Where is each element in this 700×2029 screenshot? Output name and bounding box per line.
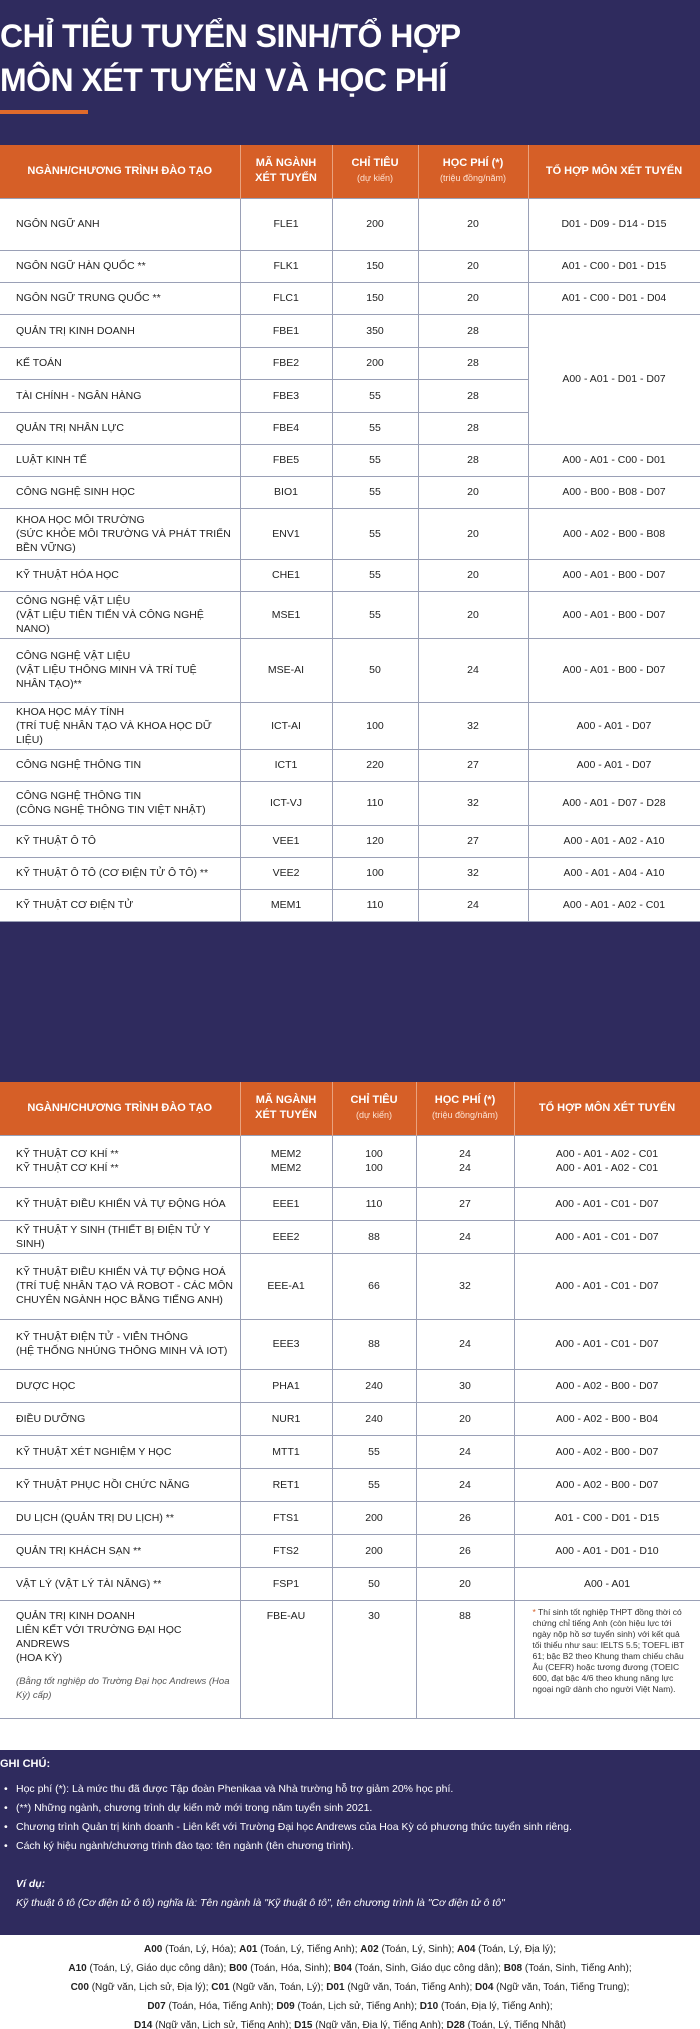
program-name: VẬT LÝ (VẬT LÝ TÀI NĂNG) ** [0, 1567, 240, 1600]
table-row [0, 250, 700, 282]
legend-item: A00 (Toán, Lý, Hóa); [144, 1944, 237, 1955]
program-fee: 20 [418, 198, 528, 250]
program-quota: 110 [332, 1187, 416, 1220]
legend-item: A01 (Toán, Lý, Tiếng Anh); [239, 1944, 358, 1955]
program-code: MSE-AI [240, 638, 332, 702]
program-combo: A00 - A01 - C01 - D07 [514, 1253, 700, 1319]
table-row [0, 1369, 700, 1402]
program-fee: 28 [418, 379, 528, 412]
note-item: • Chương trình Quản trị kinh doanh - Liên kết với Trường Đại học Andrews của Hoa Kỳ có phương thức tuyển sinh riêng. [16, 1818, 686, 1837]
notes-heading: GHI CHÚ: [0, 1758, 51, 1770]
header-quota: CHỈ TIÊU (dự kiến) [332, 1082, 416, 1135]
program-fee: 20 [416, 1567, 514, 1600]
program-quota: 100 100 [332, 1135, 416, 1187]
combo-legend [0, 1935, 700, 2029]
program-code: EEE2 [240, 1220, 332, 1253]
program-name: DU LỊCH (QUẢN TRỊ DU LỊCH) ** [0, 1501, 240, 1534]
program-fee: 32 [416, 1253, 514, 1319]
program-quota: 120 [332, 825, 418, 857]
program-name: QUẢN TRỊ NHÂN LỰC [0, 412, 240, 444]
program-quota: 200 [332, 198, 418, 250]
program-quota: 240 [332, 1369, 416, 1402]
program-fee: 20 [418, 476, 528, 508]
legend-item: D14 (Ngữ văn, Lịch sử, Tiếng Anh); [133, 2020, 292, 2029]
legend-item: A02 (Toán, Lý, Sinh); [360, 1944, 455, 1955]
program-name: KỸ THUẬT XÉT NGHIỆM Y HỌC [0, 1435, 240, 1468]
program-quota: 30 [332, 1600, 416, 1718]
program-quota: 200 [332, 347, 418, 379]
program-quota: 50 [332, 638, 418, 702]
legend-item: D09 (Toán, Lịch sử, Tiếng Anh); [276, 2001, 418, 2012]
table-row [0, 702, 700, 749]
program-name: QUẢN TRỊ KHÁCH SẠN ** [0, 1534, 240, 1567]
header-quota: CHỈ TIÊU (dự kiến) [332, 145, 418, 198]
program-code: NUR1 [240, 1402, 332, 1435]
program-fee: 30 [416, 1369, 514, 1402]
legend-item: B00 (Toán, Hóa, Sinh); [229, 1963, 331, 1974]
program-code: FLK1 [240, 250, 332, 282]
program-combo: A00 - A02 - B00 - D07 [514, 1369, 700, 1402]
program-code: ICT-AI [240, 702, 332, 749]
program-name: CÔNG NGHỆ VẬT LIỆU (VẬT LIỆU THÔNG MINH VÀ TRÍ TUỆ NHÂN TẠO)** [0, 638, 240, 702]
program-fee: 24 [416, 1220, 514, 1253]
legend-item: D10 (Toán, Địa lý, Tiếng Anh); [419, 2001, 553, 2012]
program-code: ENV1 [240, 508, 332, 559]
program-name: KỸ THUẬT Ô TÔ (CƠ ĐIỆN TỬ Ô TÔ) ** [0, 857, 240, 889]
program-fee: 20 [418, 282, 528, 314]
program-code: FBE4 [240, 412, 332, 444]
program-fee: 28 [418, 444, 528, 476]
program-combo: A00 - A01 - D07 [528, 702, 700, 749]
program-name: KỸ THUẬT Y SINH (THIẾT BỊ ĐIỆN TỬ Y SINH) [0, 1220, 240, 1253]
program-quota: 55 [332, 1468, 416, 1501]
program-combo: A00 - A01 - D07 - D28 [528, 781, 700, 825]
program-name: KỸ THUẬT ĐIỀU KHIỂN VÀ TỰ ĐỘNG HÓA [0, 1187, 240, 1220]
program-fee: 28 [418, 314, 528, 347]
admission-table-1 [0, 145, 700, 922]
program-quota: 150 [332, 282, 418, 314]
table-row [0, 282, 700, 314]
legend-item: C01 (Ngữ văn, Toán, Lý); [211, 1982, 324, 1993]
program-code: MEM2 MEM2 [240, 1135, 332, 1187]
program-quota: 55 [332, 1435, 416, 1468]
legend-item: A10 (Toán, Lý, Giáo dục công dân); [68, 1963, 227, 1974]
program-quota: 200 [332, 1534, 416, 1567]
note-item: • Học phí (*): Là mức thu đã được Tập đoàn Phenikaa và Nhà trường hỗ trợ giảm 20% học phí. [16, 1780, 686, 1799]
program-quota: 55 [332, 412, 418, 444]
program-code: EEE1 [240, 1187, 332, 1220]
program-combo: A00 - A01 - B00 - D07 [528, 591, 700, 638]
program-code: CHE1 [240, 559, 332, 591]
header-program: NGÀNH/CHƯƠNG TRÌNH ĐÀO TẠO [0, 1082, 240, 1135]
header-code: MÃ NGÀNH XÉT TUYỂN [240, 1082, 332, 1135]
table-header [0, 145, 700, 198]
note-item: • (**) Những ngành, chương trình dự kiến mở mới trong năm tuyển sinh 2021. [16, 1799, 686, 1818]
program-code: RET1 [240, 1468, 332, 1501]
program-fee: 32 [418, 857, 528, 889]
table-row [0, 508, 700, 559]
program-quota: 150 [332, 250, 418, 282]
program-combo: A00 - A02 - B00 - B04 [514, 1402, 700, 1435]
program-quota: 50 [332, 1567, 416, 1600]
program-quota: 55 [332, 591, 418, 638]
program-name: NGÔN NGỮ ANH [0, 198, 240, 250]
table-row [0, 638, 700, 702]
program-combo: A00 - A01 - A02 - C01 A00 - A01 - A02 - C01 [514, 1135, 700, 1187]
notes-example: Ví dụ: Kỹ thuật ô tô (Cơ điện tử ô tô) nghĩa là: Tên ngành là "Kỹ thuật ô tô", tên chương trình là "Cơ điện tử ô tô" [16, 1878, 505, 1909]
program-code: FTS2 [240, 1534, 332, 1567]
table-row [0, 1319, 700, 1369]
table-row [0, 781, 700, 825]
program-code: ICT-VJ [240, 781, 332, 825]
program-quota: 110 [332, 781, 418, 825]
program-name: CÔNG NGHỆ VẬT LIỆU (VẬT LIỆU TIÊN TIẾN VÀ CÔNG NGHỆ NANO) [0, 591, 240, 638]
program-fee: 20 [418, 591, 528, 638]
table-row [0, 444, 700, 476]
program-name: KHOA HỌC MÔI TRƯỜNG (SỨC KHỎE MÔI TRƯỜNG VÀ PHÁT TRIỂN BỀN VỮNG) [0, 508, 240, 559]
table-row-andrews [0, 1600, 700, 1718]
program-fee: 27 [418, 825, 528, 857]
table-row [0, 1468, 700, 1501]
legend-item: A04 (Toán, Lý, Địa lý); [457, 1944, 556, 1955]
program-code: PHA1 [240, 1369, 332, 1402]
table-row [0, 1567, 700, 1600]
program-name: KỸ THUẬT ĐIỀU KHIỂN VÀ TỰ ĐỘNG HOÁ (TRÍ TUỆ NHÂN TẠO VÀ ROBOT - CÁC MÔN CHUYÊN NGÀNH HỌC BẰNG TIẾNG ANH) [0, 1253, 240, 1319]
program-code: MSE1 [240, 591, 332, 638]
program-code: FBE5 [240, 444, 332, 476]
program-combo: A00 - A01 - D07 [528, 749, 700, 781]
program-name: NGÔN NGỮ HÀN QUỐC ** [0, 250, 240, 282]
table-row [0, 1534, 700, 1567]
program-code: FBE3 [240, 379, 332, 412]
header-combo: TỔ HỢP MÔN XÉT TUYỂN [514, 1082, 700, 1135]
program-code: FLC1 [240, 282, 332, 314]
program-combo: A00 - A02 - B00 - B08 [528, 508, 700, 559]
program-code: FBE-AU [240, 1600, 332, 1718]
program-combo: A00 - A01 - C00 - D01 [528, 444, 700, 476]
program-quota: 55 [332, 476, 418, 508]
program-combo: A00 - A01 - D01 - D10 [514, 1534, 700, 1567]
table-row [0, 857, 700, 889]
program-name: DƯỢC HỌC [0, 1369, 240, 1402]
program-quota: 220 [332, 749, 418, 781]
program-quota: 55 [332, 559, 418, 591]
program-code: MEM1 [240, 889, 332, 921]
legend-item: D28 (Toán, Lý, Tiếng Nhật) [446, 2020, 567, 2029]
table-row [0, 1253, 700, 1319]
table-row [0, 825, 700, 857]
program-fee: 20 [418, 250, 528, 282]
program-name: KẾ TOÁN [0, 347, 240, 379]
legend-item: D04 (Ngữ văn, Toán, Tiếng Trung); [475, 1982, 630, 1993]
program-combo: A00 - B00 - B08 - D07 [528, 476, 700, 508]
note-item: • Cách ký hiệu ngành/chương trình đào tạo: tên ngành (tên chương trình). [16, 1837, 686, 1856]
program-code: BIO1 [240, 476, 332, 508]
table-row [0, 476, 700, 508]
program-name: CÔNG NGHỆ THÔNG TIN [0, 749, 240, 781]
program-fee: 24 24 [416, 1135, 514, 1187]
program-code: FSP1 [240, 1567, 332, 1600]
program-quota: 240 [332, 1402, 416, 1435]
program-fee: 28 [418, 412, 528, 444]
program-combo: A00 - A01 - D01 - D07 [528, 314, 700, 444]
program-code: VEE1 [240, 825, 332, 857]
notes-list [16, 1780, 686, 1856]
program-quota: 350 [332, 314, 418, 347]
program-combo: A01 - C00 - D01 - D15 [528, 250, 700, 282]
program-fee: 27 [418, 749, 528, 781]
table-row [0, 559, 700, 591]
program-quota: 100 [332, 702, 418, 749]
program-name: NGÔN NGỮ TRUNG QUỐC ** [0, 282, 240, 314]
program-combo: A01 - C00 - D01 - D15 [514, 1501, 700, 1534]
program-fee: 32 [418, 781, 528, 825]
page-title: CHỈ TIÊU TUYỂN SINH/TỔ HỢP MÔN XÉT TUYỂN VÀ HỌC PHÍ [0, 18, 461, 98]
program-combo: A00 - A02 - B00 - D07 [514, 1435, 700, 1468]
program-combo: A00 - A01 - C01 - D07 [514, 1187, 700, 1220]
program-name: KỸ THUẬT PHỤC HỒI CHỨC NĂNG [0, 1468, 240, 1501]
program-code: EEE-A1 [240, 1253, 332, 1319]
program-name: KỸ THUẬT CƠ KHÍ ** KỸ THUẬT CƠ KHÍ ** [0, 1135, 240, 1187]
program-name: TÀI CHÍNH - NGÂN HÀNG [0, 379, 240, 412]
program-quota: 100 [332, 857, 418, 889]
program-name: KỸ THUẬT HÓA HỌC [0, 559, 240, 591]
program-name: CÔNG NGHỆ SINH HỌC [0, 476, 240, 508]
table-row [0, 314, 700, 347]
legend-item: D07 (Toán, Hóa, Tiếng Anh); [147, 2001, 274, 2012]
program-fee: 24 [416, 1468, 514, 1501]
program-combo: A00 - A01 - B00 - D07 [528, 559, 700, 591]
table-row [0, 591, 700, 638]
program-combo: A00 - A01 - A02 - A10 [528, 825, 700, 857]
program-name: KỸ THUẬT ĐIỆN TỬ - VIỄN THÔNG (HỆ THỐNG NHÚNG THÔNG MINH VÀ IOT) [0, 1319, 240, 1369]
program-combo: A00 - A01 - C01 - D07 [514, 1319, 700, 1369]
program-quota: 110 [332, 889, 418, 921]
program-name: CÔNG NGHỆ THÔNG TIN (CÔNG NGHỆ THÔNG TIN VIỆT NHẬT) [0, 781, 240, 825]
header-combo: TỔ HỢP MÔN XÉT TUYỂN [528, 145, 700, 198]
program-quota: 55 [332, 444, 418, 476]
program-fee: 26 [416, 1534, 514, 1567]
program-combo: A00 - A01 - A04 - A10 [528, 857, 700, 889]
program-code: MTT1 [240, 1435, 332, 1468]
header-code: MÃ NGÀNH XÉT TUYỂN [240, 145, 332, 198]
program-combo: A00 - A01 - C01 - D07 [514, 1220, 700, 1253]
program-code: FLE1 [240, 198, 332, 250]
table-row [0, 1435, 700, 1468]
program-quota: 88 [332, 1319, 416, 1369]
title-underline [0, 110, 88, 114]
program-fee: 24 [416, 1435, 514, 1468]
legend-item: D01 (Ngữ văn, Toán, Tiếng Anh); [326, 1982, 473, 1993]
note-star-icon: * [532, 1606, 536, 1617]
header-fee: HỌC PHÍ (*) (triệu đồng/năm) [416, 1082, 514, 1135]
program-combo: D01 - D09 - D14 - D15 [528, 198, 700, 250]
table-row [0, 1501, 700, 1534]
program-fee: 24 [416, 1319, 514, 1369]
program-fee: 88 [416, 1600, 514, 1718]
program-code: FBE2 [240, 347, 332, 379]
program-code: EEE3 [240, 1319, 332, 1369]
program-quota: 55 [332, 508, 418, 559]
program-fee: 24 [418, 889, 528, 921]
program-name: QUẢN TRỊ KINH DOANH LIÊN KẾT VỚI TRƯỜNG ĐẠI HỌC ANDREWS (HOA KỲ) (Bằng tốt nghiệp do Trường Đại học Andrews (Hoa Kỳ) cấp) [0, 1600, 240, 1718]
program-code: VEE2 [240, 857, 332, 889]
table-row [0, 1402, 700, 1435]
program-quota: 55 [332, 379, 418, 412]
legend-item: B08 (Toán, Sinh, Tiếng Anh); [503, 1963, 632, 1974]
program-name: QUẢN TRỊ KINH DOANH [0, 314, 240, 347]
table-row [0, 1187, 700, 1220]
program-fee: 20 [418, 508, 528, 559]
table-header [0, 1082, 700, 1135]
program-combo: A00 - A01 [514, 1567, 700, 1600]
program-fee: 20 [418, 559, 528, 591]
program-quota: 88 [332, 1220, 416, 1253]
program-name: ĐIỀU DƯỠNG [0, 1402, 240, 1435]
program-code: FBE1 [240, 314, 332, 347]
program-code: ICT1 [240, 749, 332, 781]
admission-table-2 [0, 1082, 700, 1719]
program-fee: 24 [418, 638, 528, 702]
program-name: LUẬT KINH TẾ [0, 444, 240, 476]
program-name: KỸ THUẬT CƠ ĐIỆN TỬ [0, 889, 240, 921]
program-fee: 26 [416, 1501, 514, 1534]
program-fee: 27 [416, 1187, 514, 1220]
program-fee: 28 [418, 347, 528, 379]
program-quota: 200 [332, 1501, 416, 1534]
table-row [0, 749, 700, 781]
table-row [0, 198, 700, 250]
table-row [0, 1220, 700, 1253]
program-combo: A00 - A01 - A02 - C01 [528, 889, 700, 921]
program-quota: 66 [332, 1253, 416, 1319]
program-code: FTS1 [240, 1501, 332, 1534]
header-fee: HỌC PHÍ (*) (triệu đồng/năm) [418, 145, 528, 198]
program-combo: A00 - A02 - B00 - D07 [514, 1468, 700, 1501]
table-row [0, 889, 700, 921]
program-combo: A00 - A01 - B00 - D07 [528, 638, 700, 702]
legend-item: B04 (Toán, Sinh, Giáo dục công dân); [333, 1963, 501, 1974]
header-program: NGÀNH/CHƯƠNG TRÌNH ĐÀO TẠO [0, 145, 240, 198]
program-name: KỸ THUẬT Ô TÔ [0, 825, 240, 857]
andrews-degree-note: (Bằng tốt nghiệp do Trường Đại học Andrews (Hoa Kỳ) cấp) [16, 1675, 230, 1701]
program-fee: 32 [418, 702, 528, 749]
english-requirement: * Thí sinh tốt nghiệp THPT đồng thời có chứng chỉ tiếng Anh (còn hiệu lực tới ngày nộp hồ sơ tuyển sinh) với kết quả tối thiểu như sau: IELTS 5.5; TOEFL iBT 61; bậc B2 theo Khung tham chiếu châu Âu (CEFR) hoặc tương đương (TOEIC 600, đạt bậc 4/6 theo khung năng lực ngoại ngữ dành cho người Việt Nam). [514, 1600, 700, 1718]
table-row [0, 1135, 700, 1187]
program-combo: A01 - C00 - D01 - D04 [528, 282, 700, 314]
program-name: KHOA HỌC MÁY TÍNH (TRÍ TUỆ NHÂN TẠO VÀ KHOA HỌC DỮ LIỆU) [0, 702, 240, 749]
legend-item: D15 (Ngữ văn, Địa lý, Tiếng Anh); [294, 2020, 444, 2029]
program-fee: 20 [416, 1402, 514, 1435]
legend-item: C00 (Ngữ văn, Lịch sử, Địa lý); [70, 1982, 209, 1993]
